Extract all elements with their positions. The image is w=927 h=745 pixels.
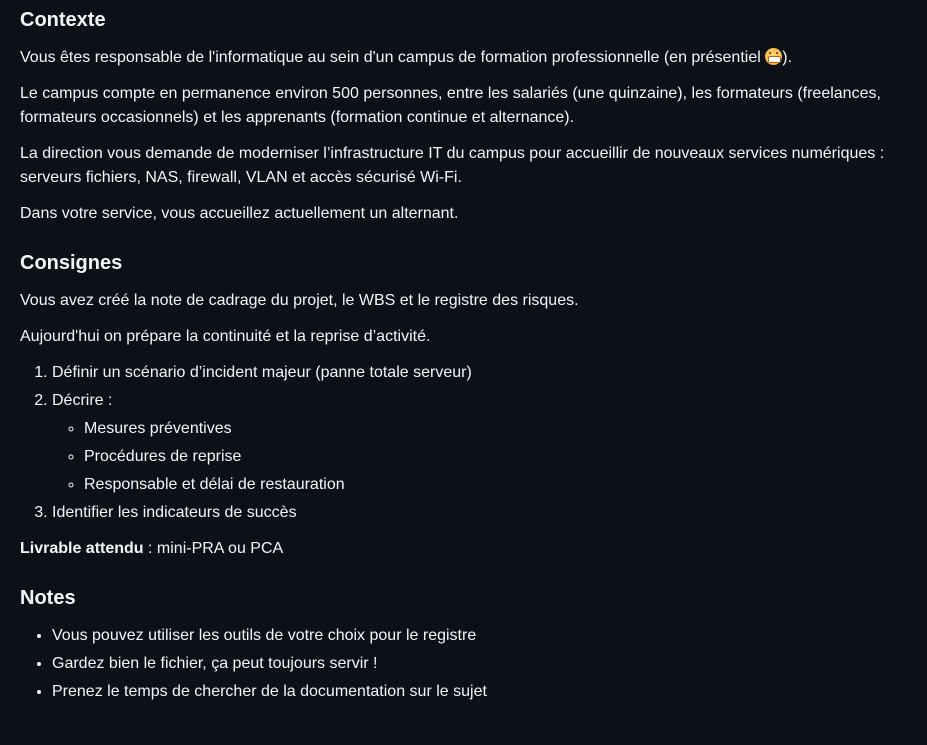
- contexte-p1-end: ).: [782, 49, 793, 66]
- heading-notes: Notes: [20, 587, 76, 609]
- livrable-label: Livrable attendu: [20, 540, 144, 557]
- livrable-value: : mini-PRA ou PCA: [143, 540, 284, 557]
- step-3: 3. Identifier les indicateurs de succès: [52, 501, 907, 525]
- contexte-paragraph-4: Dans votre service, vous accueillez actuellement un alternant.: [20, 205, 459, 222]
- note-item-1: • Vous pouvez utiliser les outils de votre choix pour le registre: [52, 624, 907, 648]
- step-2-label: Décrire :: [52, 392, 113, 409]
- note-item-2: • Gardez bien le fichier, ça peut toujours servir !: [52, 652, 907, 676]
- contexte-p1-text: Vous êtes responsable de l'informatique au sein d'un campus de formation professionnelle (en présentiel: [20, 49, 766, 66]
- sub-item-responsable: ◦ Responsable et délai de restauration: [84, 473, 907, 497]
- step-2: [52, 389, 907, 497]
- sub-item-preventives: ◦ Mesures préventives: [84, 417, 907, 441]
- grimacing-face-icon: [765, 48, 782, 65]
- consignes-paragraph-2: Aujourd'hui on prépare la continuité et la reprise d’activité.: [20, 328, 431, 345]
- heading-consignes: Consignes: [20, 252, 123, 274]
- notes-list: [20, 624, 907, 704]
- note-item-3: • Prenez le temps de chercher de la documentation sur le sujet: [52, 680, 907, 704]
- contexte-paragraph-1: [20, 46, 907, 70]
- consignes-paragraph-1: Vous avez créé la note de cadrage du projet, le WBS et le registre des risques.: [20, 292, 579, 309]
- contexte-paragraph-2: Le campus compte en permanence environ 500 personnes, entre les salariés (une quinzaine), les formateurs (freelances, formateurs occasionnels) et les apprenants (formation continue et alternance).: [20, 85, 881, 126]
- step-2-sublist: [52, 417, 907, 497]
- livrable-paragraph: [20, 537, 907, 561]
- consignes-steps-list: [20, 361, 907, 525]
- sub-item-reprise: ◦ Procédures de reprise: [84, 445, 907, 469]
- heading-contexte: Contexte: [20, 9, 106, 31]
- contexte-paragraph-3: La direction vous demande de moderniser l’infrastructure IT du campus pour accueillir de nouveaux services numériques : serveurs fichiers, NAS, firewall, VLAN et accès sécurisé Wi-Fi.: [20, 145, 885, 186]
- step-1: 1. Définir un scénario d’incident majeur (panne totale serveur): [52, 361, 907, 385]
